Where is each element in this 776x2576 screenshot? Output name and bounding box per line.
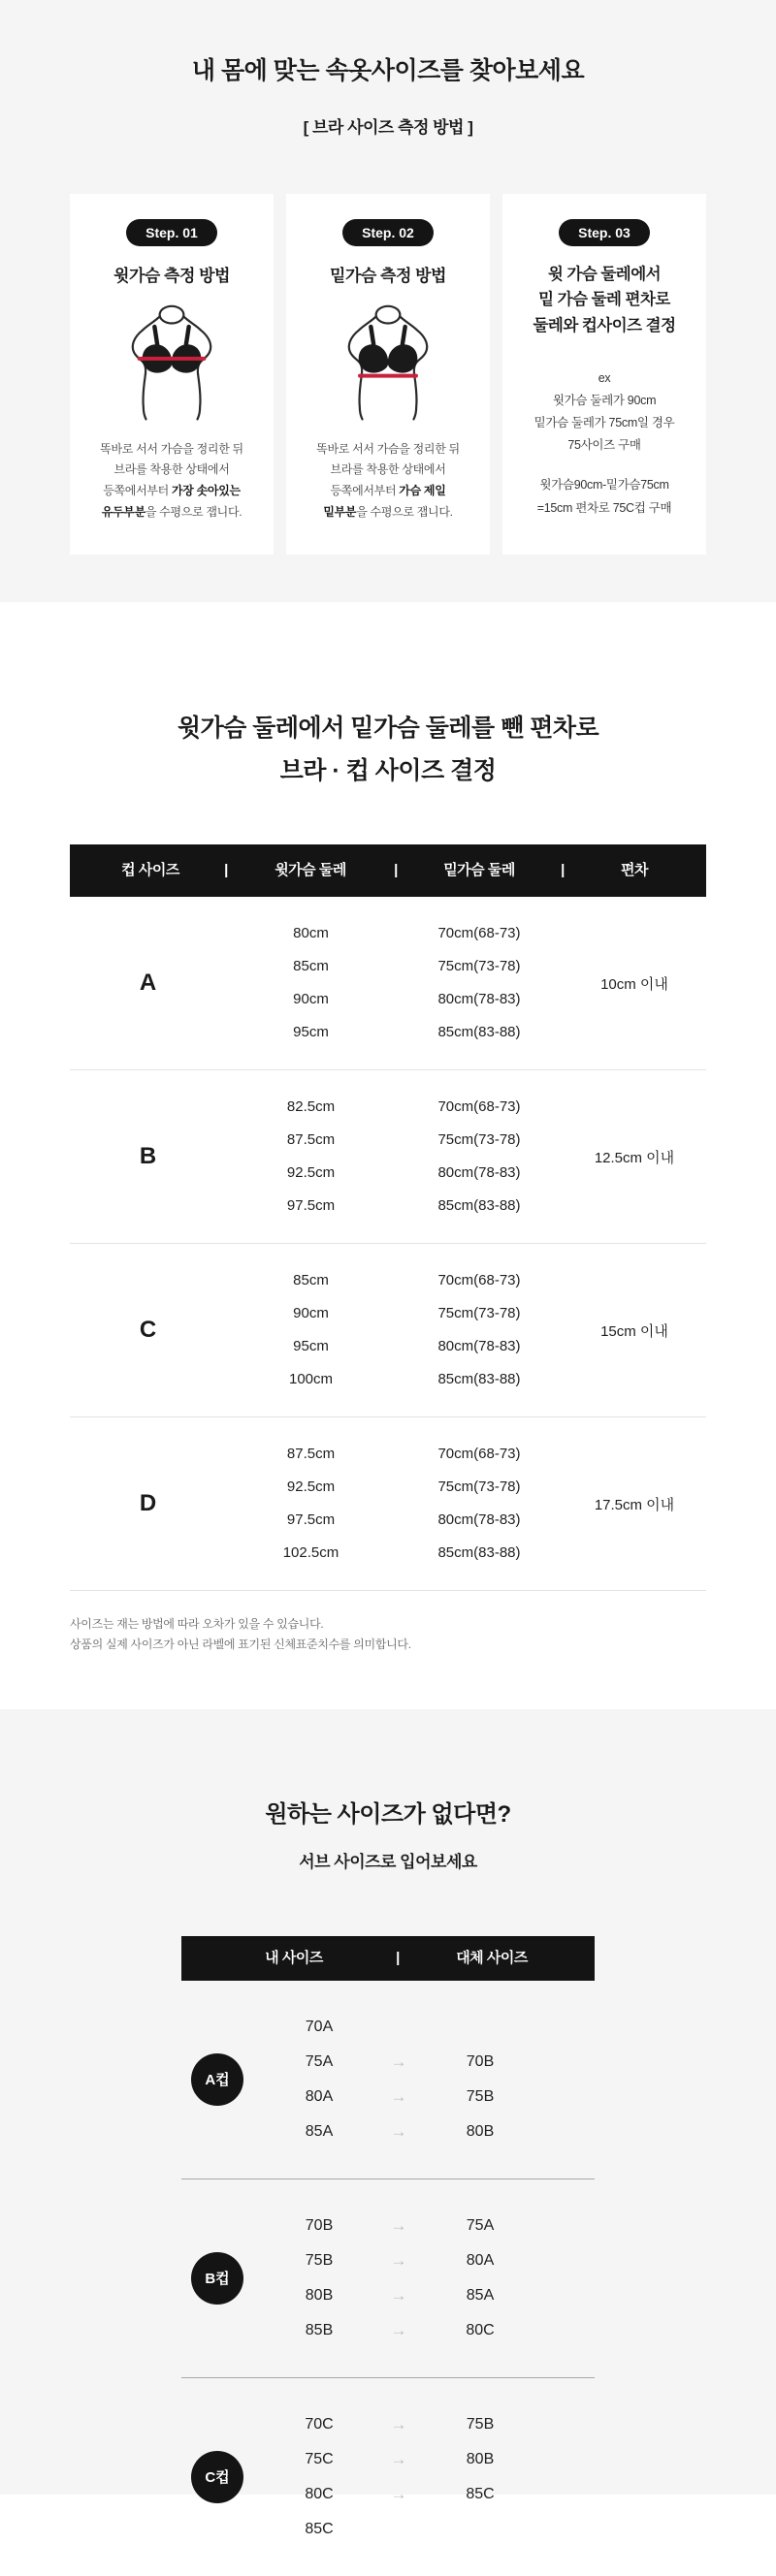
arrow-icon: → — [390, 2320, 407, 2339]
table-row: 70A — [305, 2018, 334, 2035]
table-row: 85B → 80C — [305, 2320, 495, 2339]
table-row-cup-c — [70, 1243, 706, 1416]
under-bust-values: 70cm(68-73) 75cm(73-78) 80cm(78-83) 85cm(83-88) — [437, 925, 521, 1041]
arrow-icon: → — [390, 2484, 407, 2503]
sub-size-group-b — [181, 2178, 595, 2377]
table-row: 80B → 85A — [305, 2285, 495, 2305]
measure-line — [358, 373, 418, 377]
table-row: 85A → 80B — [305, 2121, 495, 2141]
arrow-icon: → — [390, 2250, 407, 2270]
size-table-section — [0, 602, 776, 1709]
table-row: 70B → 75A — [305, 2215, 495, 2235]
cup-label: A — [139, 970, 157, 997]
step-badge: Step. 03 — [559, 219, 650, 246]
table-row-cup-a — [70, 897, 706, 1069]
top-bust-values: 85cm 90cm 95cm 100cm — [288, 1272, 334, 1388]
sub-size-group-a — [181, 1981, 595, 2178]
header-deviation: 편차 — [621, 862, 648, 879]
cup-badge: C컵 — [191, 2451, 243, 2503]
size-footnotes: 사이즈는 재는 방법에 따라 오차가 있을 수 있습니다. 상품의 실제 사이즈가 아닌 라벨에 표기된 신체표준치수를 의미합니다. — [70, 1617, 411, 1651]
deviation-value: 10cm 이내 — [600, 975, 668, 993]
header-alt-size: 대체 사이즈 — [456, 1949, 528, 1966]
sub-size-subtitle: 서브 사이즈로 입어보세요 — [299, 1852, 477, 1871]
page-title: 내 몸에 맞는 속옷사이즈를 찾아보세요 — [191, 56, 585, 84]
under-bust-values: 70cm(68-73) 75cm(73-78) 80cm(78-83) 85cm(83-88) — [437, 1446, 521, 1562]
header-under-bust: 밑가슴 둘레 — [443, 862, 515, 879]
step-badge: Step. 02 — [342, 219, 434, 246]
table-row-cup-d — [70, 1416, 706, 1590]
size-table-title: 윗가슴 둘레에서 밑가슴 둘레를 뺀 편차로 브라 · 컵 사이즈 결정 — [177, 714, 599, 784]
cup-badge: B컵 — [191, 2252, 243, 2305]
step-title: 밑가슴 측정 방법 — [330, 266, 446, 285]
top-bust-values: 80cm 85cm 90cm 95cm — [293, 925, 329, 1041]
arrow-icon: → — [390, 2086, 407, 2106]
header-separator: | — [394, 862, 398, 879]
step-badge: Step. 01 — [126, 219, 217, 246]
deviation-value: 15cm 이내 — [600, 1322, 668, 1340]
step-card-2 — [286, 194, 490, 555]
table-row: 75C → 80B — [305, 2449, 495, 2468]
sub-size-group-c — [181, 2377, 595, 2576]
arrow-icon: → — [390, 2051, 407, 2071]
table-row: 80A → 75B — [305, 2086, 495, 2106]
arrow-icon: → — [390, 2285, 407, 2305]
cup-label: D — [139, 1490, 157, 1517]
header-cup-size: 컵 사이즈 — [121, 862, 179, 879]
top-bust-values: 82.5cm 87.5cm 92.5cm 97.5cm — [286, 1098, 336, 1215]
example-text: ex 윗가슴 둘레가 90cm 밑가슴 둘레가 75cm일 경우 75사이즈 구매 — [534, 370, 675, 453]
arrow-icon: → — [390, 2215, 407, 2235]
top-bust-values: 87.5cm 92.5cm 97.5cm 102.5cm — [282, 1446, 340, 1562]
arrow-icon: → — [390, 2121, 407, 2141]
measure-line — [138, 357, 207, 361]
measuring-guide-section — [0, 0, 776, 602]
table-row: 80C → 85C — [305, 2484, 495, 2503]
upper-bust-measure-illustration — [120, 298, 223, 429]
table-row: 75B → 80A — [305, 2250, 495, 2270]
header-separator: | — [561, 862, 565, 879]
step-card-1 — [70, 194, 274, 555]
sub-size-section — [0, 1709, 776, 2537]
header-separator: | — [396, 1949, 400, 1966]
deviation-value: 12.5cm 이내 — [594, 1149, 675, 1166]
cup-size-table — [70, 844, 706, 1591]
table-row: 75A → 70B — [305, 2051, 495, 2071]
header-separator: | — [224, 862, 228, 879]
deviation-value: 17.5cm 이내 — [594, 1496, 675, 1513]
header-top-bust: 윗가슴 둘레 — [275, 862, 346, 879]
arrow-icon: → — [390, 2449, 407, 2468]
sub-size-title: 원하는 사이즈가 없다면? — [265, 1800, 511, 1828]
step-title: 윗가슴 측정 방법 — [113, 266, 230, 285]
step-title: 윗 가슴 둘레에서 밑 가슴 둘레 편차로 둘레와 컵사이즈 결정 — [533, 265, 676, 334]
table-row-cup-b — [70, 1069, 706, 1243]
cup-label: B — [139, 1143, 157, 1170]
page-subtitle: [ 브라 사이즈 측정 방법 ] — [303, 117, 473, 137]
cup-badge: A컵 — [191, 2053, 243, 2106]
table-header — [181, 1936, 595, 1981]
step-description: 똑바로 서서 가슴을 정리한 뒤 브라를 착용한 상태에서 등쪽에서부터 가장 솟아있는 유두부분을 수평으로 잽니다. — [100, 441, 243, 519]
cup-label: C — [139, 1317, 157, 1344]
under-bust-values: 70cm(68-73) 75cm(73-78) 80cm(78-83) 85cm(83-88) — [437, 1098, 521, 1215]
arrow-icon: → — [390, 2414, 407, 2433]
table-body — [70, 897, 706, 1591]
step-cards — [0, 194, 776, 555]
step-card-3 — [502, 194, 706, 555]
example-calculation: 윗가슴90cm-밑가슴75cm =15cm 편차로 75C컵 구매 — [536, 478, 672, 515]
header-my-size: 내 사이즈 — [265, 1949, 323, 1966]
table-row: 85C — [305, 2520, 334, 2537]
step-description: 똑바로 서서 가슴을 정리한 뒤 브라를 착용한 상태에서 등쪽에서부터 가슴 제일 밑부분을 수평으로 잽니다. — [316, 441, 460, 519]
sub-size-table — [181, 1936, 595, 2576]
table-header — [70, 844, 706, 897]
under-bust-measure-illustration — [337, 298, 439, 429]
under-bust-values: 70cm(68-73) 75cm(73-78) 80cm(78-83) 85cm(83-88) — [437, 1272, 521, 1388]
table-row: 70C → 75B — [305, 2414, 495, 2433]
